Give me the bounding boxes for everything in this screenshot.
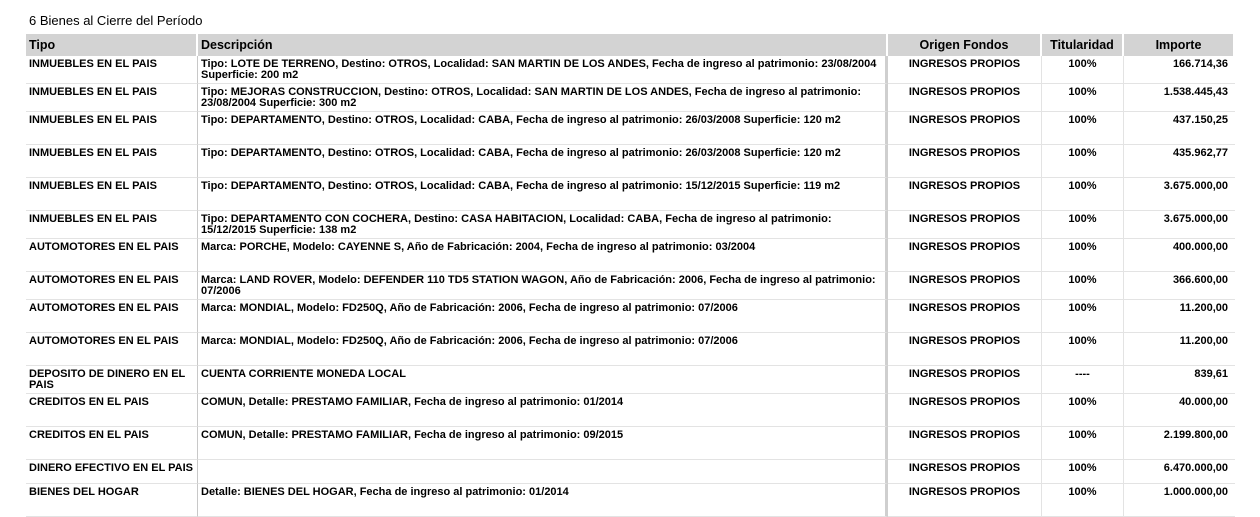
cell-origen-fondos: INGRESOS PROPIOS [888,272,1042,300]
cell-tipo: INMUEBLES EN EL PAIS [26,84,198,112]
cell-importe: 2.199.800,00 [1124,427,1235,460]
table-row [26,145,1235,178]
cell-tipo: INMUEBLES EN EL PAIS [26,145,198,178]
cell-importe: 1.000.000,00 [1124,484,1235,517]
cell-titularidad: 100% [1042,56,1124,84]
table-row [26,272,1235,300]
table-row [26,460,1235,484]
cell-descripcion: CUENTA CORRIENTE MONEDA LOCAL [198,366,888,394]
cell-tipo: INMUEBLES EN EL PAIS [26,178,198,211]
cell-descripcion [198,460,888,484]
cell-titularidad: 100% [1042,112,1124,145]
cell-descripcion: Marca: MONDIAL, Modelo: FD250Q, Año de Fabricación: 2006, Fecha de ingreso al patrimonio: 07/2006 [198,300,888,333]
cell-descripcion: Tipo: LOTE DE TERRENO, Destino: OTROS, Localidad: SAN MARTIN DE LOS ANDES, Fecha de ingreso al patrimonio: 23/08/2004 Superficie: 200 m2 [198,56,888,84]
cell-titularidad: 100% [1042,211,1124,239]
table-row [26,366,1235,394]
cell-descripcion: Detalle: BIENES DEL HOGAR, Fecha de ingreso al patrimonio: 01/2014 [198,484,888,517]
cell-importe: 366.600,00 [1124,272,1235,300]
cell-tipo: CREDITOS EN EL PAIS [26,427,198,460]
cell-tipo: AUTOMOTORES EN EL PAIS [26,300,198,333]
cell-tipo: AUTOMOTORES EN EL PAIS [26,239,198,272]
cell-origen-fondos: INGRESOS PROPIOS [888,84,1042,112]
column-header-descripcion: Descripción [198,34,888,56]
cell-origen-fondos: INGRESOS PROPIOS [888,112,1042,145]
cell-descripcion: Tipo: DEPARTAMENTO, Destino: OTROS, Localidad: CABA, Fecha de ingreso al patrimonio: 26/03/2008 Superficie: 120 m2 [198,112,888,145]
cell-origen-fondos: INGRESOS PROPIOS [888,211,1042,239]
cell-importe: 839,61 [1124,366,1235,394]
cell-origen-fondos: INGRESOS PROPIOS [888,394,1042,427]
cell-origen-fondos: INGRESOS PROPIOS [888,56,1042,84]
table-row [26,178,1235,211]
table-row [26,333,1235,366]
cell-tipo: DINERO EFECTIVO EN EL PAIS [26,460,198,484]
cell-importe: 435.962,77 [1124,145,1235,178]
cell-titularidad: 100% [1042,178,1124,211]
column-header-tipo: Tipo [26,34,198,56]
cell-origen-fondos: INGRESOS PROPIOS [888,484,1042,517]
cell-tipo: AUTOMOTORES EN EL PAIS [26,333,198,366]
cell-descripcion: Tipo: DEPARTAMENTO CON COCHERA, Destino: CASA HABITACION, Localidad: CABA, Fecha de ingreso al patrimonio: 15/12/2015 Superficie: 138 m2 [198,211,888,239]
cell-importe: 40.000,00 [1124,394,1235,427]
cell-origen-fondos: INGRESOS PROPIOS [888,366,1042,394]
cell-importe: 11.200,00 [1124,333,1235,366]
column-header-origen-fondos: Origen Fondos [888,34,1042,56]
cell-tipo: AUTOMOTORES EN EL PAIS [26,272,198,300]
cell-descripcion: Marca: MONDIAL, Modelo: FD250Q, Año de Fabricación: 2006, Fecha de ingreso al patrimonio: 07/2006 [198,333,888,366]
cell-titularidad: 100% [1042,484,1124,517]
table-row [26,239,1235,272]
cell-titularidad: 100% [1042,427,1124,460]
cell-descripcion: COMUN, Detalle: PRESTAMO FAMILIAR, Fecha de ingreso al patrimonio: 09/2015 [198,427,888,460]
cell-titularidad: 100% [1042,239,1124,272]
table-row [26,484,1235,517]
cell-titularidad: 100% [1042,272,1124,300]
cell-importe: 437.150,25 [1124,112,1235,145]
cell-importe: 166.714,36 [1124,56,1235,84]
section-title: 6 Bienes al Cierre del Período [29,13,203,28]
cell-descripcion: Tipo: DEPARTAMENTO, Destino: OTROS, Localidad: CABA, Fecha de ingreso al patrimonio: 15/12/2015 Superficie: 119 m2 [198,178,888,211]
cell-origen-fondos: INGRESOS PROPIOS [888,427,1042,460]
cell-importe: 3.675.000,00 [1124,178,1235,211]
table-row [26,300,1235,333]
cell-importe: 1.538.445,43 [1124,84,1235,112]
cell-tipo: INMUEBLES EN EL PAIS [26,56,198,84]
table-row [26,427,1235,460]
cell-titularidad: ---- [1042,366,1124,394]
column-header-importe: Importe [1124,34,1235,56]
table-row [26,211,1235,239]
cell-titularidad: 100% [1042,460,1124,484]
cell-descripcion: Tipo: DEPARTAMENTO, Destino: OTROS, Localidad: CABA, Fecha de ingreso al patrimonio: 26/03/2008 Superficie: 120 m2 [198,145,888,178]
cell-origen-fondos: INGRESOS PROPIOS [888,178,1042,211]
cell-tipo: INMUEBLES EN EL PAIS [26,112,198,145]
cell-titularidad: 100% [1042,300,1124,333]
cell-descripcion: Marca: PORCHE, Modelo: CAYENNE S, Año de Fabricación: 2004, Fecha de ingreso al patrimonio: 03/2004 [198,239,888,272]
cell-tipo: DEPOSITO DE DINERO EN EL PAIS [26,366,198,394]
cell-origen-fondos: INGRESOS PROPIOS [888,333,1042,366]
cell-tipo: BIENES DEL HOGAR [26,484,198,517]
cell-importe: 400.000,00 [1124,239,1235,272]
table-row [26,394,1235,427]
cell-importe: 3.675.000,00 [1124,211,1235,239]
table-header-row [26,34,1235,56]
cell-titularidad: 100% [1042,145,1124,178]
table-row [26,56,1235,84]
bienes-table [26,34,1235,517]
cell-importe: 11.200,00 [1124,300,1235,333]
cell-titularidad: 100% [1042,84,1124,112]
cell-origen-fondos: INGRESOS PROPIOS [888,300,1042,333]
cell-descripcion: COMUN, Detalle: PRESTAMO FAMILIAR, Fecha de ingreso al patrimonio: 01/2014 [198,394,888,427]
cell-importe: 6.470.000,00 [1124,460,1235,484]
cell-origen-fondos: INGRESOS PROPIOS [888,145,1042,178]
cell-origen-fondos: INGRESOS PROPIOS [888,460,1042,484]
table-row [26,112,1235,145]
table-row [26,84,1235,112]
cell-origen-fondos: INGRESOS PROPIOS [888,239,1042,272]
cell-titularidad: 100% [1042,333,1124,366]
column-header-titularidad: Titularidad [1042,34,1124,56]
cell-descripcion: Marca: LAND ROVER, Modelo: DEFENDER 110 TD5 STATION WAGON, Año de Fabricación: 2006, Fecha de ingreso al patrimonio: 07/2006 [198,272,888,300]
cell-tipo: CREDITOS EN EL PAIS [26,394,198,427]
cell-titularidad: 100% [1042,394,1124,427]
cell-descripcion: Tipo: MEJORAS CONSTRUCCION, Destino: OTROS, Localidad: SAN MARTIN DE LOS ANDES, Fecha de ingreso al patrimonio: 23/08/2004 Superficie: 300 m2 [198,84,888,112]
cell-tipo: INMUEBLES EN EL PAIS [26,211,198,239]
